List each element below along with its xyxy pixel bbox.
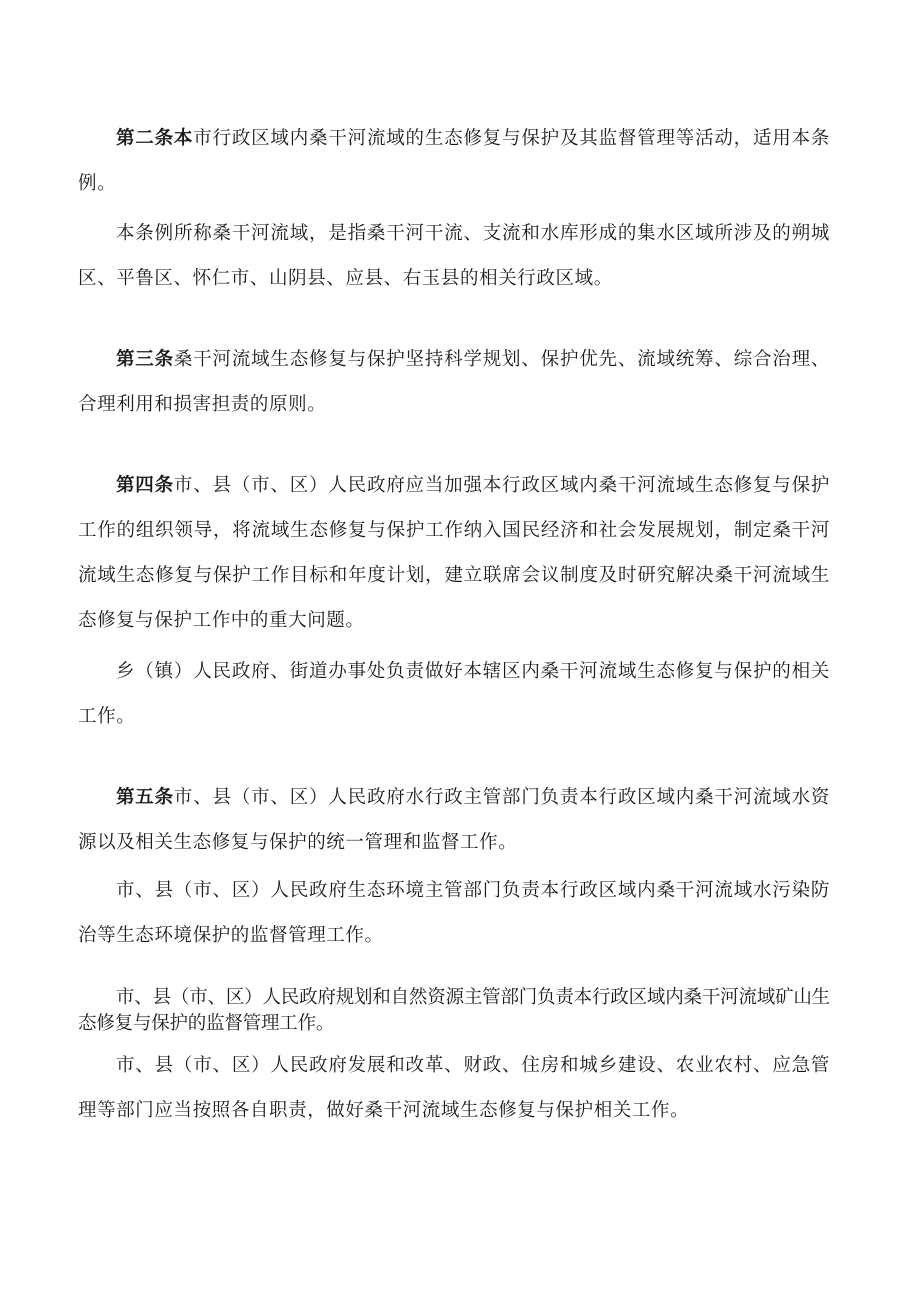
paragraph-text: 市、县（市、区）人民政府生态环境主管部门负责本行政区域内桑干河流域水污染防治等生态环境保护的监督管理工作。 xyxy=(78,880,830,946)
article-4-paragraph-2 xyxy=(78,649,830,739)
paragraph-text: 市、县（市、区）人民政府应当加强本行政区域内桑干河流域生态修复与保护工作的组织领导，将流域生态修复与保护工作纳入国民经济和社会发展规划，制定桑干河流域生态修复与保护工作目标和年度计划，建立联席会议制度及时研究解决桑干河流域生态修复与保护工作中的重大问题。 xyxy=(78,475,830,631)
article-5-paragraph-3 xyxy=(78,985,830,1037)
article-3-paragraph-1 xyxy=(78,337,830,427)
paragraph-text: 市、县（市、区）人民政府发展和改革、财政、住房和城乡建设、农业农村、应急管理等部门应当按照各自职责，做好桑干河流域生态修复与保护相关工作。 xyxy=(78,1055,830,1121)
article-heading: 第四条 xyxy=(116,475,174,496)
article-5-paragraph-4 xyxy=(78,1043,830,1133)
paragraph-text: 市、县（市、区）人民政府水行政主管部门负责本行政区域内桑干河流域水资源以及相关生态修复与保护的统一管理和监督工作。 xyxy=(78,787,830,853)
paragraph-text: 乡（镇）人民政府、街道办事处负责做好本辖区内桑干河流域生态修复与保护的相关工作。 xyxy=(78,661,830,727)
paragraph-text: 市行政区域内桑干河流域的生态修复与保护及其监督管理等活动，适用本条例。 xyxy=(78,128,830,194)
article-2-paragraph-2 xyxy=(78,211,830,301)
paragraph-text: 本条例所称桑干河流域，是指桑干河干流、支流和水库形成的集水区域所涉及的朔城区、平鲁区、怀仁市、山阴县、应县、右玉县的相关行政区域。 xyxy=(78,223,830,289)
article-heading: 第二条本 xyxy=(116,128,194,149)
article-heading: 第五条 xyxy=(116,787,174,808)
article-2-paragraph-1 xyxy=(78,116,830,206)
paragraph-text: 桑干河流域生态修复与保护坚持科学规划、保护优先、流域统筹、综合治理、合理利用和损害担责的原则。 xyxy=(78,349,830,415)
paragraph-text: 市、县（市、区）人民政府规划和自然资源主管部门负责本行政区域内桑干河流域矿山生态修复与保护的监督管理工作。 xyxy=(78,987,830,1034)
article-heading: 第三条 xyxy=(116,349,174,370)
article-5-paragraph-2 xyxy=(78,868,830,958)
article-5-paragraph-1 xyxy=(78,775,830,865)
article-4-paragraph-1 xyxy=(78,463,830,643)
